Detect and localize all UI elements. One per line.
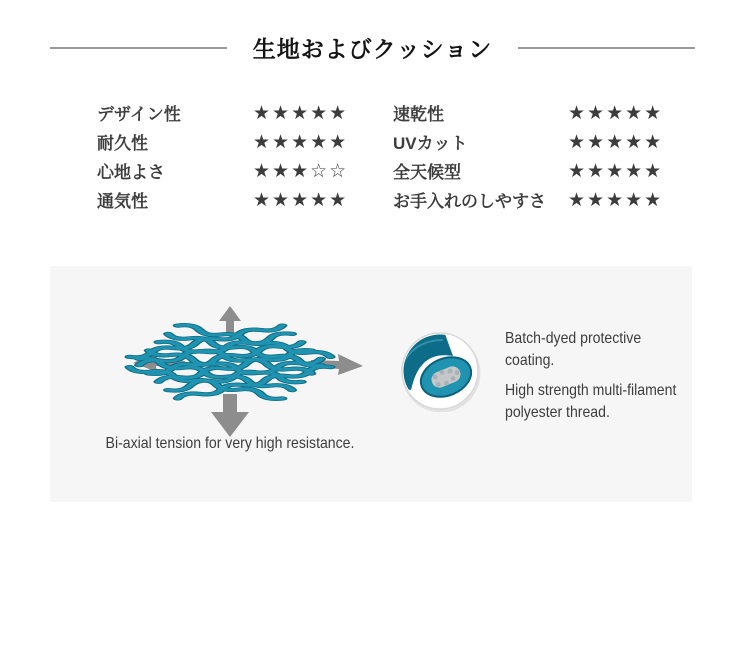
thread-caption-polyester: High strength multi-filament polyester thread. — [505, 382, 677, 421]
thread-svg — [399, 330, 481, 412]
rating-stars: ★★★★★ — [253, 188, 349, 211]
weave-caption: Bi-axial tension for very high resistance. — [105, 435, 355, 452]
rating-label: 速乾性 — [393, 105, 444, 124]
weave-illustration — [65, 274, 365, 444]
rating-label: UVカット — [393, 134, 468, 153]
weave-svg — [65, 274, 365, 444]
thread-illustration — [399, 330, 481, 412]
header-rule-left — [50, 47, 227, 49]
page-title: 生地およびクッション — [252, 36, 493, 62]
rating-stars: ★★★☆☆ — [253, 159, 349, 182]
rating-stars: ★★★★★ — [253, 130, 349, 153]
rating-label: 心地よさ — [97, 163, 165, 182]
ratings-table — [0, 98, 749, 214]
thread-captions — [505, 328, 700, 432]
rating-stars: ★★★★★ — [568, 101, 664, 124]
fabric-feature-panel — [50, 266, 692, 502]
rating-stars: ★★★★★ — [253, 101, 349, 124]
header-rule-right — [518, 47, 695, 49]
mesh-weave — [127, 323, 333, 400]
rating-label: 耐久性 — [97, 134, 148, 153]
rating-label: デザイン性 — [97, 105, 181, 124]
rating-label: 全天候型 — [393, 163, 461, 182]
rating-stars: ★★★★★ — [568, 188, 664, 211]
rating-stars: ★★★★★ — [568, 130, 664, 153]
rating-stars: ★★★★★ — [568, 159, 664, 182]
rating-label: お手入れのしやすさ — [393, 192, 546, 211]
rating-label: 通気性 — [97, 192, 148, 211]
arrow-down-icon — [211, 394, 249, 437]
thread-caption-coating: Batch-dyed protective coating. — [505, 330, 642, 369]
section-header — [50, 31, 695, 64]
